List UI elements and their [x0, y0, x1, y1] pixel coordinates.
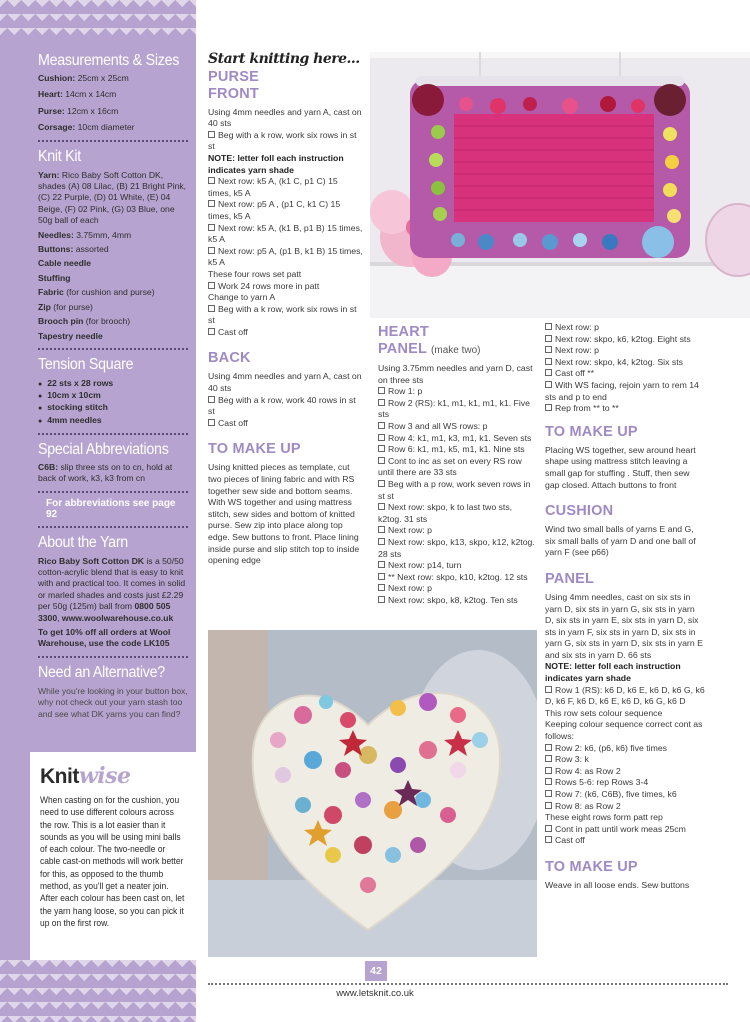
- column-heart: [378, 324, 536, 606]
- heart-illustration: [208, 630, 537, 957]
- tension-heading: Tension Square: [38, 355, 134, 373]
- checkbox[interactable]: [208, 200, 215, 207]
- purse-row: Next row: k5 A, (k1 B, p1 B) 15 times, k5 A: [208, 222, 363, 245]
- divider: [38, 140, 188, 142]
- abbreviations-heading: Special Abbreviations: [38, 440, 169, 458]
- cushion-make-up-heading: TO MAKE UP: [545, 858, 638, 875]
- checkbox[interactable]: [378, 503, 385, 510]
- heart-row: Next row: p14, turn: [378, 560, 536, 572]
- cushion-text: Wind two small balls of yarns E and G, six small balls of yarn D and one ball of yarn F (see p66): [545, 524, 696, 558]
- checkbox[interactable]: [545, 802, 552, 809]
- make-up-text: Using knitted pieces as template, cut two pieces of lining fabric and with RS together sew side and bottom seams. With WS together and using mattress stitch, sew sides and bottom of knitted purse. Sew zip into place along top edge. Sew buttons to front. Place lining inside purse and slip stitch top to inside opening edge: [208, 462, 360, 566]
- purse-row: Next row: p5 A, (p1 B, k1 B) 15 times, k5 A: [208, 245, 363, 268]
- tension-list: [38, 378, 188, 427]
- purse-row: Cast off: [208, 327, 363, 339]
- purse-photo: [370, 52, 750, 318]
- kit-fabric: Fabric (for cushion and purse): [38, 287, 155, 298]
- purse-note: NOTE: letter foll each instruction indicates yarn shade: [208, 152, 344, 175]
- checkbox[interactable]: [378, 584, 385, 591]
- checkbox[interactable]: [378, 573, 385, 580]
- knitwise-text: When casting on for the cushion, you need to use different colours across the row. This is a lot easier than it sounds as you will be using mini balls of each colour. The two-needle or cable cast-on methods will work better for this, as opposed to the thumb method, as you'll get a neater join. After each colour has been cast on, let the yarn hang loose, so you can pick it up on the first row.: [40, 795, 185, 928]
- measurement-item: Heart: 14cm x 14cm: [38, 89, 117, 100]
- heart-row: ** Next row: skpo, k10, k2tog. 12 sts: [378, 572, 536, 584]
- panel-note: NOTE: letter foll each instruction indicates yarn shade: [545, 661, 681, 684]
- heart-row: Row 1: p: [378, 386, 536, 398]
- kit-needles: Needles: 3.75mm, 4mm: [38, 229, 132, 240]
- panel-row: Row 3: k: [545, 754, 705, 766]
- checkbox[interactable]: [545, 686, 552, 693]
- knit-pattern-bottom: [0, 960, 196, 1022]
- knit-kit-heading: Knit Kit: [38, 147, 81, 165]
- checkbox[interactable]: [545, 778, 552, 785]
- footer-divider: [208, 983, 728, 985]
- cushion-make-up-text: Weave in all loose ends. Sew buttons: [545, 879, 690, 890]
- checkbox[interactable]: [545, 358, 552, 365]
- checkbox[interactable]: [545, 755, 552, 762]
- panel-text: This row sets colour sequence: [545, 707, 663, 718]
- checkbox[interactable]: [208, 419, 215, 426]
- panel-row: Cast off: [545, 835, 705, 847]
- purse-row: Work 24 rows more in patt: [208, 281, 363, 293]
- divider: [38, 433, 188, 435]
- purse-row: Beg with a k row, work six rows in st st: [208, 303, 357, 326]
- checkbox[interactable]: [378, 387, 385, 394]
- kit-stuffing: Stuffing: [38, 272, 71, 283]
- checkbox[interactable]: [208, 305, 215, 312]
- checkbox[interactable]: [545, 744, 552, 751]
- knit-kit-list: [38, 170, 188, 342]
- knitwise-title: Knitwise: [40, 763, 131, 789]
- start-heading: Start knitting here...: [208, 51, 360, 67]
- panel-row: Row 1 (RS): k6 D, k6 E, k6 D, k6 G, k6 D, k6 F, k6 D, k6 E, k6 D, k6 G, k6 D: [545, 684, 705, 707]
- kit-cable-needle: Cable needle: [38, 258, 92, 269]
- checkbox[interactable]: [378, 480, 385, 487]
- checkbox[interactable]: [545, 346, 552, 353]
- tension-item: ● 4mm needles: [38, 415, 188, 427]
- divider: [38, 656, 188, 658]
- knit-pattern-top: [0, 0, 196, 42]
- back-text: Using 4mm needles and yarn A, cast on 40 sts: [208, 371, 362, 394]
- heart-row: Next row: p: [378, 525, 536, 537]
- heart-row: Row 2 (RS): k1, m1, k1, m1, k1. Five sts: [378, 397, 530, 420]
- checkbox[interactable]: [378, 538, 385, 545]
- measurement-item: Purse: 12cm x 16cm: [38, 105, 119, 116]
- panel-row: Rows 5-6: rep Rows 3-4: [545, 777, 705, 789]
- heart-row: Next row: skpo, k13, skpo, k12, k2tog. 28 sts: [378, 536, 535, 559]
- make-up-heading: TO MAKE UP: [208, 441, 301, 458]
- checkbox[interactable]: [208, 177, 215, 184]
- column-cushion: [545, 322, 705, 892]
- offer-text: To get 10% off all orders at Wool Warehouse, use the code LK105: [38, 626, 171, 649]
- knitwise-box: [30, 752, 196, 962]
- kit-zip: Zip (for purse): [38, 301, 93, 312]
- panel-row: Row 7: (k6, C6B), five times, k6: [545, 789, 705, 801]
- checkbox[interactable]: [208, 131, 215, 138]
- heart-row: Row 6: k1, m1, k5, m1, k1. Nine sts: [378, 444, 536, 456]
- column-purse: [208, 51, 363, 567]
- purse-row: Beg with a k row, work six rows in st st: [208, 129, 357, 152]
- about-yarn-text: Rico Baby Soft Cotton DK is a 50/50 cotton-acrylic blend that is easy to knit with and practical too. It comes in solid or marled shades and costs just £2.29 per 50g (125m) ball from 0800 505 3300, www.woolwarehouse.co.uk: [38, 555, 186, 623]
- heart-row: Next row: skpo, k to last two sts, k2tog. 31 sts: [378, 502, 513, 524]
- panel-text: Using 4mm needles, cast on six sts in yarn D, six sts in yarn G, six sts in yarn D, six sts in yarn E, six sts in yarn D, six sts in yarn F, six sts in yarn D, six sts in yarn G, six sts in yarn D, six sts in yarn E and six sts in yarn D. 66 sts: [545, 591, 703, 660]
- panel-heading: PANEL: [545, 570, 595, 587]
- checkbox[interactable]: [545, 369, 552, 376]
- kit-buttons: Buttons: assorted: [38, 244, 109, 255]
- page-number: 42: [365, 961, 387, 981]
- sidebar-content: [0, 48, 196, 720]
- heart-panel-heading: HEART PANEL (make two): [378, 324, 481, 357]
- heart-row: Beg with a p row, work seven rows in st st: [378, 478, 531, 501]
- heart-row: Cont to inc as set on every RS row until there are 33 sts: [378, 455, 522, 478]
- checkbox[interactable]: [545, 767, 552, 774]
- purse: [410, 76, 690, 258]
- tension-item: ● 22 sts x 28 rows: [38, 378, 188, 390]
- heart-row: Row 3 and all WS rows: p: [378, 421, 536, 433]
- kit-tapestry: Tapestry needle: [38, 330, 103, 341]
- checkbox[interactable]: [208, 224, 215, 231]
- checkbox[interactable]: [545, 825, 552, 832]
- panel-row: Cont in patt until work meas 25cm: [545, 824, 705, 836]
- checkbox[interactable]: [208, 282, 215, 289]
- purse-row: Next row: k5 A, (k1 C, p1 C) 15 times, k5 A: [208, 176, 338, 198]
- checkbox[interactable]: [378, 561, 385, 568]
- heart-row: Next row: skpo, k8, k2tog. Ten sts: [378, 595, 536, 607]
- heart-make-up-text: Placing WS together, sew around heart shape using mattress stitch leaving a small gap for stuffing . Stuff, then sew gap closed. Attach buttons to front: [545, 444, 696, 490]
- heart-row: Next row: p: [378, 583, 536, 595]
- checkbox[interactable]: [378, 596, 385, 603]
- back-heading: BACK: [208, 350, 251, 367]
- heart-text: Using 3.75mm needles and yarn D, cast on three sts: [378, 363, 533, 385]
- heart-row: Next row: p: [545, 345, 705, 357]
- purse-text: Change to yarn A: [208, 292, 276, 303]
- about-yarn-heading: About the Yarn: [38, 533, 128, 551]
- purse-row: Next row: p5 A , (p1 C, k1 C) 15 times, k5 A: [208, 199, 341, 221]
- purse-front-heading: PURSE FRONT: [208, 68, 259, 102]
- checkbox[interactable]: [545, 381, 552, 388]
- checkbox[interactable]: [208, 396, 215, 403]
- checkbox[interactable]: [545, 836, 552, 843]
- measurement-item: Cushion: 25cm x 25cm: [38, 73, 129, 83]
- purse-text: These four rows set patt: [208, 268, 302, 279]
- heart-photo: [208, 630, 537, 957]
- checkbox[interactable]: [378, 526, 385, 533]
- tension-item: ● stocking stitch: [38, 402, 188, 414]
- heart-row: Next row: p: [545, 322, 705, 334]
- checkbox[interactable]: [545, 790, 552, 797]
- cushion-heading: CUSHION: [545, 503, 614, 520]
- panel-row: Row 2: k6, (p6, k6) five times: [545, 743, 705, 755]
- tension-item: ● 10cm x 10cm: [38, 390, 188, 402]
- checkbox[interactable]: [208, 247, 215, 254]
- heart-row: Next row: skpo, k4, k2tog. Six sts: [545, 357, 705, 369]
- alternative-text: While you're looking in your button box, why not check out your yarn stash too and see what DK yarns you can find?: [38, 685, 188, 719]
- panel-text: These eight rows form patt rep: [545, 812, 663, 823]
- footer-url[interactable]: www.letsknit.co.uk: [336, 988, 414, 999]
- back-row: Cast off: [208, 418, 363, 430]
- checkbox[interactable]: [378, 434, 385, 441]
- panel-row: Row 4: as Row 2: [545, 766, 705, 778]
- checkbox[interactable]: [378, 422, 385, 429]
- abbreviations-link[interactable]: For abbreviations see page 92: [46, 497, 176, 520]
- measurements-heading: Measurements & Sizes: [38, 52, 180, 69]
- checkbox[interactable]: [378, 457, 385, 464]
- sidebar: [0, 0, 196, 1022]
- checkbox[interactable]: [208, 328, 215, 335]
- checkbox[interactable]: [378, 445, 385, 452]
- measurements-list: [38, 73, 188, 134]
- purse-text: Using 4mm needles and yarn A, cast on 40 sts: [208, 106, 362, 129]
- panel-text: Keeping colour sequence correct cont as follows:: [545, 719, 703, 742]
- purse-illustration: [370, 52, 750, 318]
- kit-yarn: Yarn: Rico Baby Soft Cotton DK, shades (A) 08 Lilac, (B) 21 Bright Pink, (C) 22 Purple, (D) 01 White, (E) 04 Beige, (F) 02 Pink, (G) 03 Blue, one 50g ball of each: [38, 169, 187, 226]
- checkbox[interactable]: [545, 323, 552, 330]
- divider: [38, 526, 188, 528]
- panel-row: Row 8: as Row 2: [545, 801, 705, 813]
- kit-brooch: Brooch pin (for brooch): [38, 316, 131, 327]
- heart-row: Rep from ** to **: [545, 403, 705, 415]
- woolwarehouse-link[interactable]: www.woolwarehouse.co.uk: [61, 612, 174, 623]
- heart-row: Row 4: k1, m1, k3, m1, k1. Seven sts: [378, 433, 536, 445]
- heart-row: Next row: skpo, k6, k2tog. Eight sts: [545, 334, 705, 346]
- abbreviation-c6b: C6B: slip three sts on to cn, hold at back of work, k3, k3 from cn: [38, 461, 173, 484]
- alternative-heading: Need an Alternative?: [38, 663, 165, 681]
- checkbox[interactable]: [545, 404, 552, 411]
- measurement-item: Corsage: 10cm diameter: [38, 122, 135, 133]
- divider: [38, 491, 188, 493]
- heart-make-up-heading: TO MAKE UP: [545, 423, 638, 440]
- checkbox[interactable]: [378, 399, 385, 406]
- heart-row: With WS facing, rejoin yarn to rem 14 sts and p to end: [545, 379, 699, 402]
- back-row: Beg with a k row, work 40 rows in st st: [208, 394, 356, 417]
- divider: [38, 348, 188, 350]
- make-two-note: (make two): [431, 345, 481, 356]
- checkbox[interactable]: [545, 335, 552, 342]
- heart-row: Cast off **: [545, 368, 705, 380]
